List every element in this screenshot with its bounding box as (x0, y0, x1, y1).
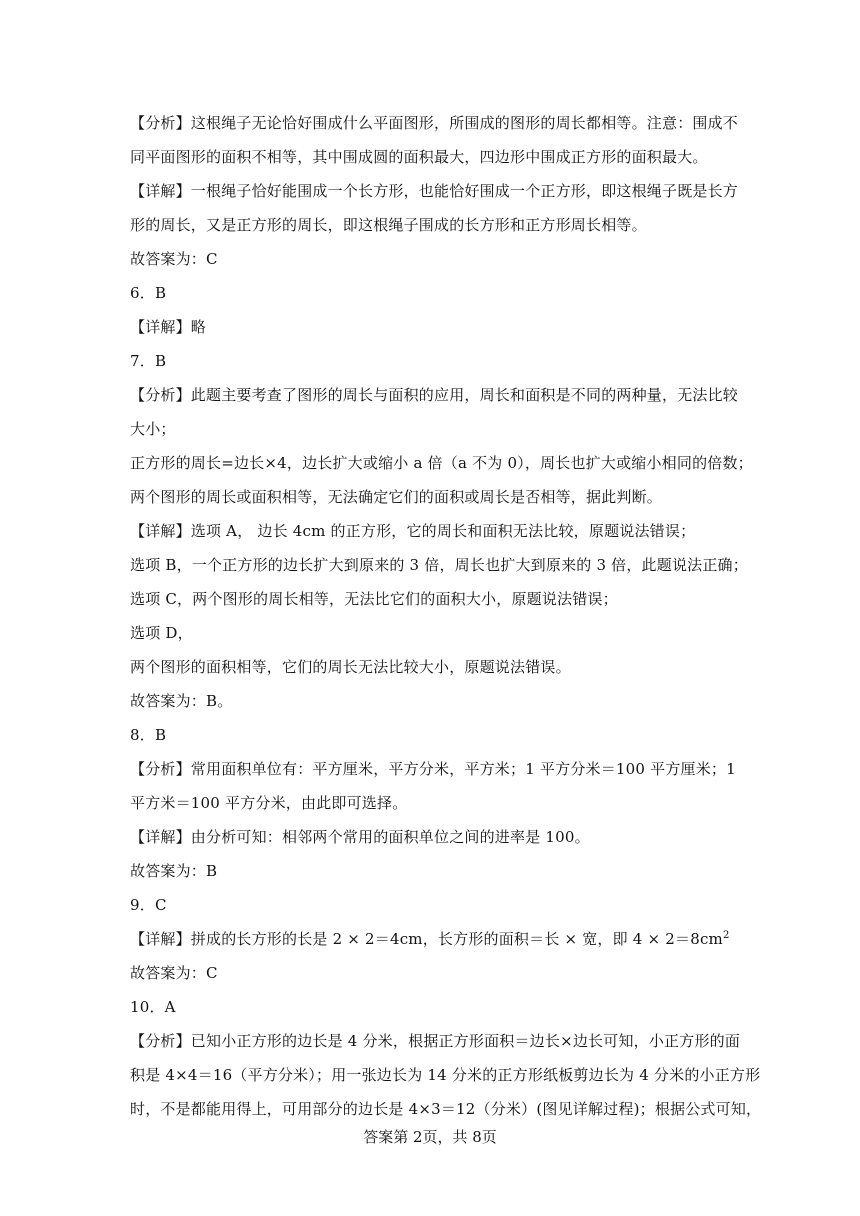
text-line: 两个图形的周长或面积相等，无法确定它们的面积或周长是否相等，据此判断。 (130, 488, 663, 506)
text-line: 两个图形的面积相等，它们的周长无法比较大小，原题说法错误。 (130, 658, 571, 676)
text-line: 【详解】由分析可知：相邻两个常用的面积单位之间的进率是 100。 (130, 828, 590, 846)
answer-text-body (130, 106, 762, 1126)
text-line: 选项 B，一个正方形的边长扩大到原来的 3 倍，周长也扩大到原来的 3 倍，此题说法正确； (130, 556, 748, 574)
text-line: 【分析】此题主要考查了图形的周长与面积的应用，周长和面积是不同的两种量，无法比较 (130, 386, 739, 404)
text-line: 积是 4×4＝16（平方分米）；用一张边长为 14 分米的正方形纸板剪边长为 4 分米的小正方形 (130, 1066, 761, 1084)
text-line: 正方形的周长=边长×4，边长扩大或缩小 a 倍（a 不为 0），周长也扩大或缩小相同的倍数； (130, 454, 753, 472)
text-line: 选项 D， (130, 624, 193, 642)
text-line: 故答案为：C (130, 964, 218, 982)
text-line: 同平面图形的面积不相等，其中围成圆的面积最大，四边形中围成正方形的面积最大。 (130, 148, 708, 166)
question-number: 9．C (130, 896, 167, 914)
text-line: 【分析】这根绳子无论恰好围成什么平面图形，所围成的图形的周长都相等。注意：围成不 (130, 114, 739, 132)
text-line: 【详解】一根绳子恰好能围成一个长方形，也能恰好围成一个正方形，即这根绳子既是长方 (130, 182, 739, 200)
text-line: 平方米＝100 平方分米，由此即可选择。 (130, 794, 408, 812)
question-number: 8．B (130, 726, 167, 744)
question-number: 10．A (130, 998, 176, 1016)
question-number: 6．B (130, 284, 167, 302)
text-line: 形的周长，又是正方形的周长，即这根绳子围成的长方形和正方形周长相等。 (130, 216, 647, 234)
superscript: 2 (722, 930, 730, 941)
text-line (130, 922, 742, 956)
text-line: 故答案为：C (130, 250, 218, 268)
question-number: 7．B (130, 352, 167, 370)
text-line: 故答案为：B。 (130, 692, 233, 710)
text-line: 时，不是都能用得上，可用部分的边长是 4×3＝12（分米）(图见详解过程)；根据公式可知， (130, 1100, 762, 1118)
text-line: 故答案为：B (130, 862, 218, 880)
text-line: 【详解】选项 A， 边长 4cm 的正方形，它的周长和面积无法比较，原题说法错误； (130, 522, 696, 540)
text-line: 【分析】常用面积单位有：平方厘米，平方分米，平方米；1 平方分米＝100 平方厘米；1 (130, 760, 736, 778)
text-line: 【分析】已知小正方形的边长是 4 分米，根据正方形面积＝边长×边长可知，小正方形的面 (130, 1032, 741, 1050)
text-line: 选项 C，两个图形的周长相等，无法比它们的面积大小，原题说法错误； (130, 590, 618, 608)
text-line: 【详解】略 (130, 318, 207, 336)
text-line: 大小； (130, 420, 176, 438)
text-line-main: 【详解】拼成的长方形的长是 2 × 2＝4cm，长方形的面积＝长 × 宽，即 4 × 2＝8cm (130, 930, 723, 948)
page-footer: 答案第 2页，共 8页 (363, 1128, 497, 1146)
